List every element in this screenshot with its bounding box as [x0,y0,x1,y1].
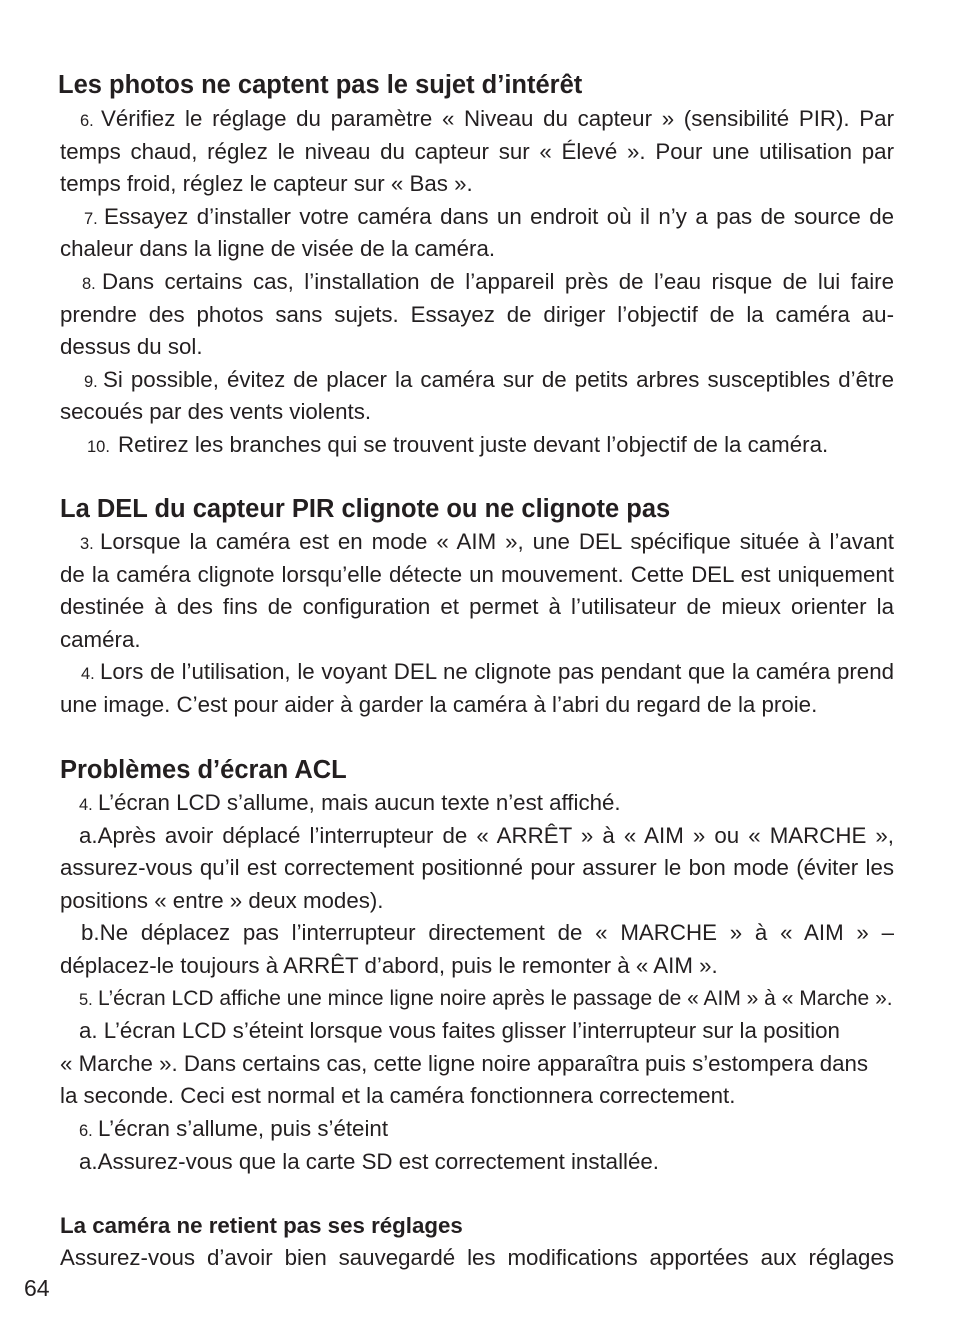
list-item [60,266,894,364]
item-text-line: a. L’écran LCD s’éteint lorsque vous faites glisser l’interrupteur sur la position [79,1018,840,1044]
item-text-line [60,103,894,136]
list-item [60,1113,894,1146]
troubleshooting-list [60,787,894,1178]
item-text-line: de la caméra clignote lorsqu’elle détecte un mouvement. Cette DEL est uniquement [60,561,894,587]
list-item [60,787,894,820]
item-number: 6. [80,112,94,130]
body-text-line: Assurez-vous d’avoir bien sauvegardé les modifications apportées aux réglages [60,1245,894,1270]
section-body [60,1242,894,1275]
list-item [60,526,894,656]
item-text-line: temps chaud, réglez le niveau du capteur sur « Élevé ». Pour une utilisation par [60,138,894,164]
item-text-line [60,787,894,820]
sub-step [60,1146,894,1179]
item-text-line: a.Assurez-vous que la carte SD est correctement installée. [79,1148,659,1174]
list-item [60,429,894,462]
item-text-line: secoués par des vents violents. [60,399,372,425]
sub-step [60,917,894,982]
item-text-line: déplacez-le toujours à ARRÊT d’abord, puis le remonter à « AIM ». [60,952,718,978]
item-number: 5. [79,990,93,1009]
list-item [60,983,894,1016]
page-number: 64 [24,1275,50,1301]
item-text-line: b.Ne déplacez pas l’interrupteur directement de « MARCHE » à « AIM » – [81,920,894,946]
item-text-line [60,1113,894,1146]
item-text: L’écran LCD affiche une mince ligne noire après le passage de « AIM » à « Marche ». [98,986,893,1010]
item-text: Retirez les branches qui se trouvent juste devant l’objectif de la caméra. [118,431,829,457]
item-text-line: chaleur dans la ligne de visée de la caméra. [60,236,496,262]
item-text-line [60,266,894,299]
item-text-line: caméra. [60,626,141,652]
list-item [60,364,894,429]
item-text-line: dessus du sol. [60,334,203,360]
item-text-line: une image. C’est pour aider à garder la caméra à l’abri du regard de la proie. [60,691,818,717]
item-text-line: temps froid, réglez le capteur sur « Bas ». [60,171,473,197]
item-text-line: a.Après avoir déplacé l’interrupteur de « ARRÊT » à « AIM » ou « MARCHE », [79,822,894,848]
list-item [60,103,894,201]
sub-step [60,1015,894,1113]
item-text: Dans certains cas, l’installation de l’appareil près de l’eau risque de lui faire [102,268,894,294]
item-text-line: la seconde. Ceci est normal et la caméra fonctionnera correctement. [60,1083,736,1109]
item-text-line: « Marche ». Dans certains cas, cette ligne noire apparaîtra puis s’estompera dans [60,1050,869,1076]
item-text-line: prendre des photos sans sujets. Essayez de diriger l’objectif de la caméra au- [60,301,894,327]
item-number: 3. [80,535,94,553]
item-text-line: assurez-vous qu’il est correctement positionné pour assurer le bon mode (éviter les [60,855,894,881]
item-number: 9. [84,372,98,391]
item-text: Si possible, évitez de placer la caméra sur de petits arbres susceptibles d’être [103,366,894,392]
troubleshooting-list [60,526,894,722]
item-text-line [60,983,894,1016]
item-text: Lors de l’utilisation, le voyant DEL ne clignote pas pendant que la caméra prend [100,659,894,685]
item-text-line [60,526,894,559]
item-text: Lorsque la caméra est en mode « AIM », une DEL spécifique située à l’avant [100,529,894,554]
item-text: L’écran s’allume, puis s’éteint [98,1115,389,1141]
item-number: 6. [79,1121,93,1140]
item-text-line [60,364,894,397]
item-text: Vérifiez le réglage du paramètre « Niveau du capteur » (sensibilité PIR). Par [101,106,894,131]
troubleshooting-list [60,103,894,462]
sub-step [60,820,894,918]
item-text: Essayez d’installer votre caméra dans un endroit où il n’y a pas de source de [104,203,894,229]
item-number: 8. [82,274,96,293]
item-text-line: positions « entre » deux modes). [60,887,384,913]
section-heading: Problèmes d’écran ACL [60,756,347,784]
item-text-line: destinée à des fins de configuration et permet à l’utilisateur de mieux orienter la [60,594,894,620]
item-number: 10. [87,437,110,456]
list-item [60,201,894,266]
item-text: L’écran LCD s’allume, mais aucun texte n’est affiché. [98,790,621,815]
section-heading: La DEL du capteur PIR clignote ou ne clignote pas [60,495,671,523]
item-text-line [60,656,894,689]
item-number: 7. [84,209,98,228]
item-number: 4. [79,796,93,814]
section-heading: La caméra ne retient pas ses réglages [60,1213,463,1238]
item-text-line [60,429,894,462]
list-item [60,656,894,721]
item-number: 4. [81,665,95,684]
item-text-line [60,201,894,234]
section-heading: Les photos ne captent pas le sujet d’intérêt [58,71,583,99]
